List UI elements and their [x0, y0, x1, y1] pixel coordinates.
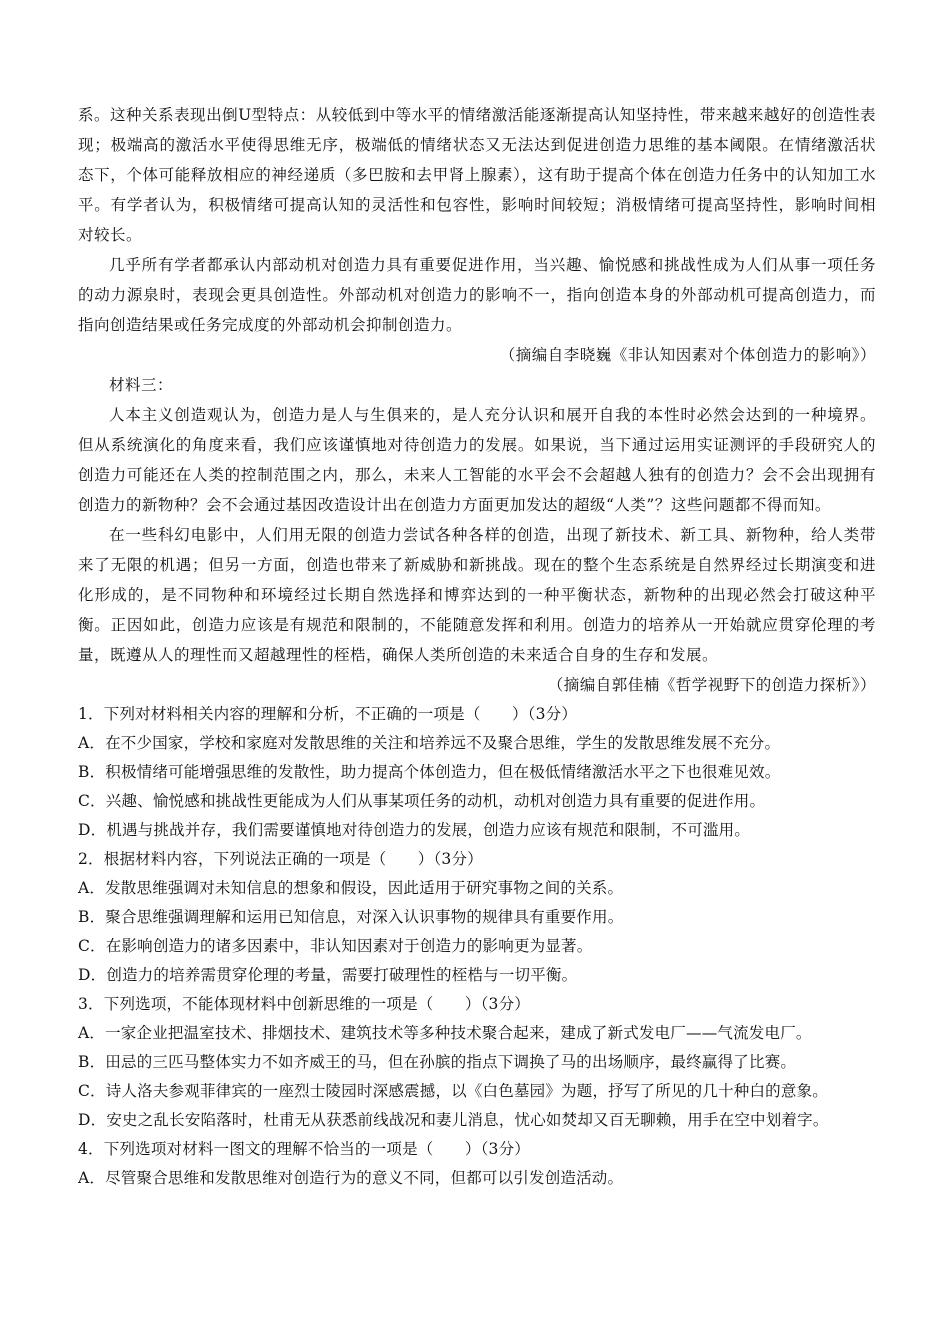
question-option: D．创造力的培养需贯穿伦理的考量，需要打破理性的桎梏与一切平衡。 — [78, 966, 578, 984]
question-option: B．田忌的三匹马整体实力不如齐威王的马，但在孙膑的指点下调换了马的出场顺序，最终赢得了比赛。 — [78, 1053, 797, 1071]
question-option: C．诗人洛夫参观菲律宾的一座烈士陵园时深感震撼，以《白色墓园》为题，抒写了所见的几十种白的意象。 — [78, 1082, 828, 1100]
document-page — [78, 100, 876, 1193]
question-1 — [78, 700, 876, 845]
material3-label: 材料三： — [109, 376, 174, 394]
question-4 — [78, 1135, 876, 1193]
question-option: D．机遇与挑战并存，我们需要谨慎地对待创造力的发展，创造力应该有规范和限制，不可滥用。 — [78, 821, 751, 839]
material2-paragraph-1: 系。这种关系表现出倒U型特点：从较低到中等水平的情绪激活能逐渐提高认知坚持性，带来越来越好的创造性表现；极端高的激活水平使得思维无序，极端低的情绪状态又无法达到促进创造力思维的基本阈限。在情绪激活状态下，个体可能释放相应的神经递质（多巴胺和去甲肾上腺素），这有助于提高个体在创造力任务中的认知加工水平。有学者认为，积极情绪可提高认知的灵活性和包容性，影响时间较短；消极情绪可提高坚持性，影响时间相对较长。 — [78, 106, 876, 244]
question-stem: 2．根据材料内容，下列说法正确的一项是（ ）（3分） — [78, 850, 483, 868]
material3-paragraph-2: 在一些科幻电影中，人们用无限的创造力尝试各种各样的创造，出现了新技术、新工具、新物种，给人类带来了无限的机遇；但另一方面，创造也带来了新威胁和新挑战。现在的整个生态系统是自然界经过长期演变和进化形成的，是不同物种和环境经过长期自然选择和博弈达到的一种平衡状态，新物种的出现必然会打破这种平衡。正因如此，创造力应该是有规范和限制的，不能随意发挥和利用。创造力的培养从一开始就应贯穿伦理的考量，既遵从人的理性而又超越理性的桎梏，确保人类所创造的未来适合自身的生存和发展。 — [78, 526, 876, 664]
question-option: C．在影响创造力的诸多因素中，非认知因素对于创造力的影响更为显著。 — [78, 937, 593, 955]
question-option: A．发散思维强调对未知信息的想象和假设，因此适用于研究事物之间的关系。 — [78, 879, 624, 897]
question-stem: 3．下列选项，不能体现材料中创新思维的一项是（ ）（3分） — [78, 995, 530, 1013]
question-option: D．安史之乱长安陷落时，杜甫无从获悉前线战况和妻儿消息，忧心如焚却又百无聊赖，用手在空中划着字。 — [78, 1111, 829, 1129]
material3-source: （摘编自郭佳楠《哲学视野下的创造力探析》） — [547, 676, 876, 694]
material2-source: （摘编自李晓巍《非认知因素对个体创造力的影响》） — [499, 346, 876, 364]
question-stem: 1．下列对材料相关内容的理解和分析，不正确的一项是（ ）（3分） — [78, 705, 578, 723]
question-3 — [78, 990, 876, 1135]
material3-paragraph-1: 人本主义创造观认为，创造力是人与生俱来的，是人充分认识和展开自我的本性时必然会达到的一种境界。但从系统演化的角度来看，我们应该谨慎地对待创造力的发展。如果说，当下通过运用实证测评的手段研究人的创造力可能还在人类的控制范围之内，那么，未来人工智能的水平会不会超越人独有的创造力？会不会出现拥有创造力的新物种？会不会通过基因改造设计出在创造力方面更加发达的超级“人类”？这些问题都不得而知。 — [78, 406, 876, 514]
material2-paragraph-2: 几乎所有学者都承认内部动机对创造力具有重要促进作用，当兴趣、愉悦感和挑战性成为人们从事一项任务的动力源泉时，表现会更具创造性。外部动机对创造力的影响不一，指向创造本身的外部动机可提高创造力，而指向创造结果或任务完成度的外部动机会抑制创造力。 — [78, 256, 876, 334]
question-option: A．一家企业把温室技术、排烟技术、建筑技术等多种技术聚合起来，建成了新式发电厂——气流发电厂。 — [78, 1024, 812, 1042]
question-option: A．尽管聚合思维和发散思维对创造行为的意义不同，但都可以引发创造活动。 — [78, 1169, 624, 1187]
question-2 — [78, 845, 876, 990]
question-stem: 4．下列选项对材料一图文的理解不恰当的一项是（ ）（3分） — [78, 1140, 530, 1158]
question-option: B．积极情绪可能增强思维的发散性，助力提高个体创造力，但在极低情绪激活水平之下也很难见效。 — [78, 763, 781, 781]
question-option: C．兴趣、愉悦感和挑战性更能成为人们从事某项任务的动机，动机对创造力具有重要的促进作用。 — [78, 792, 766, 810]
question-option: B．聚合思维强调理解和运用已知信息，对深入认识事物的规律具有重要作用。 — [78, 908, 624, 926]
question-option: A．在不少国家，学校和家庭对发散思维的关注和培养远不及聚合思维，学生的发散思维发展不充分。 — [78, 734, 781, 752]
